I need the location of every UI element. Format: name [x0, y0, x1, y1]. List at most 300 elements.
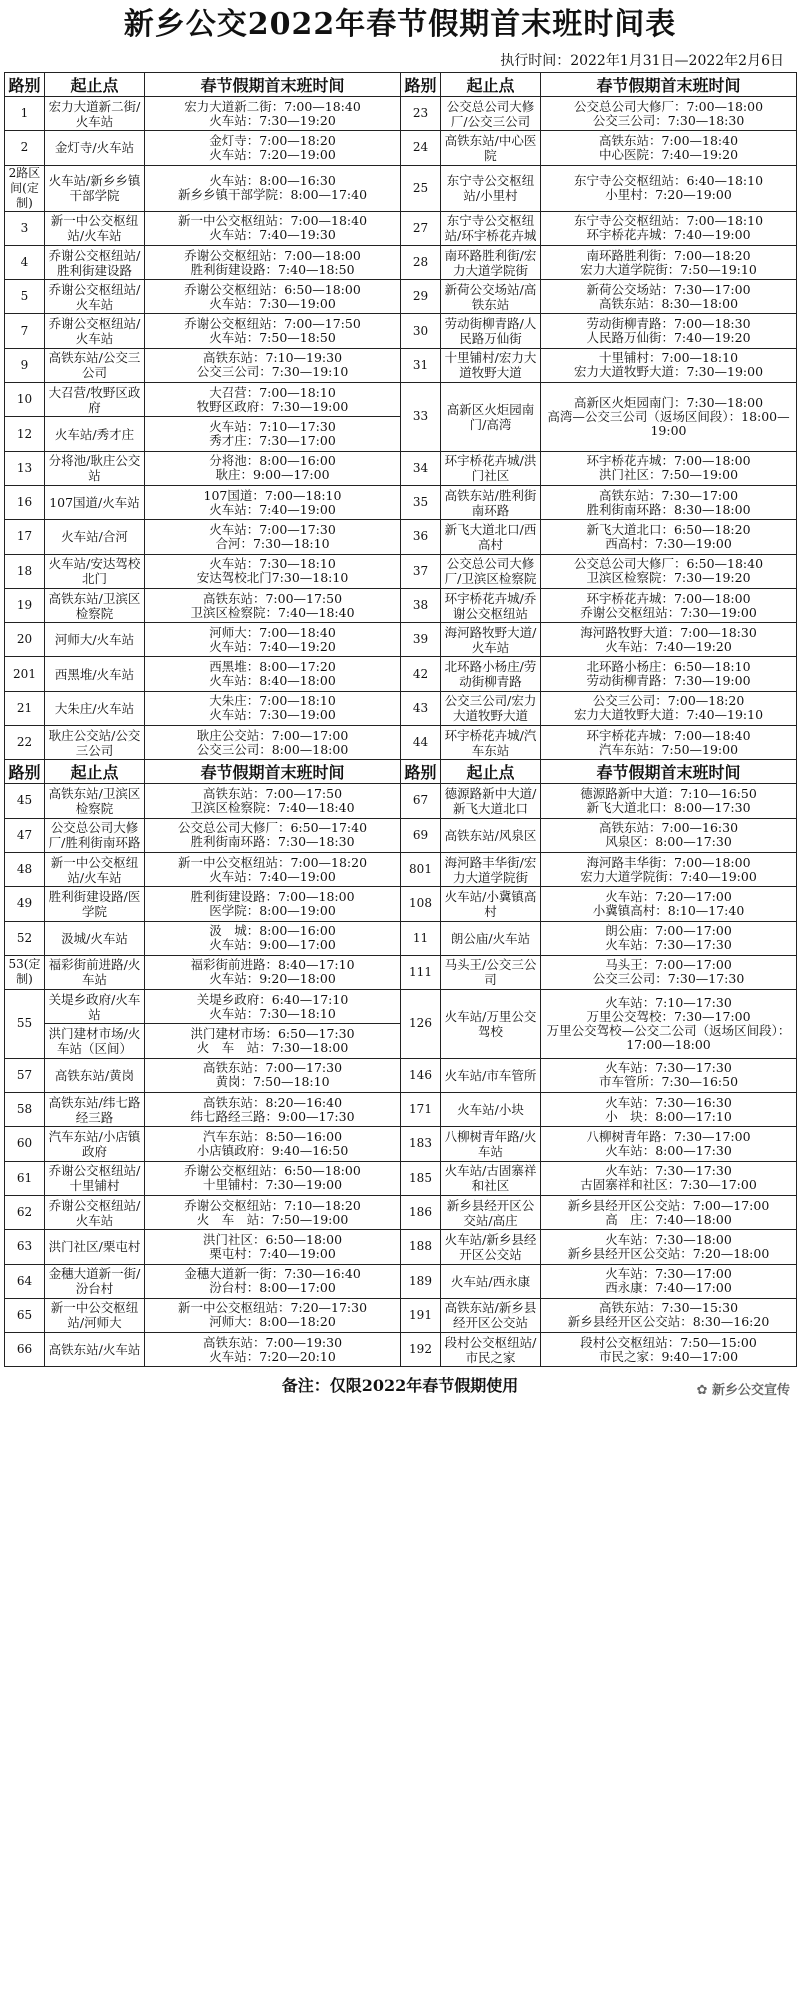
- route-times: [541, 97, 797, 131]
- route-number: 111: [401, 955, 441, 989]
- time-line: 医学院：8:00—19:00: [209, 902, 336, 918]
- route-number: 62: [5, 1195, 45, 1229]
- time-line: 胜利街南环路：8:30—18:00: [586, 501, 751, 517]
- time-line: 卫滨区检察院：7:30—19:20: [586, 570, 751, 586]
- table-row: [5, 1333, 797, 1367]
- table-row: [5, 657, 797, 691]
- route-times: [145, 1127, 401, 1161]
- time-line: 汲 城：8:00—16:00: [209, 923, 336, 939]
- route-stops: 德源路新中大道/新飞大道北口: [441, 784, 541, 818]
- route-times: [541, 921, 797, 955]
- time-line: 乔谢公交枢纽站：6:50—18:00: [184, 281, 361, 297]
- time-line: 小里村：7:20—19:00: [605, 187, 732, 203]
- header-row: [5, 760, 797, 784]
- route-stops: 火车站/市车管所: [441, 1058, 541, 1092]
- route-stops: 新飞大道北口/西高村: [441, 520, 541, 554]
- time-line: 火车站：7:40—19:00: [209, 868, 336, 884]
- route-times: [541, 1264, 797, 1298]
- route-number: 146: [401, 1058, 441, 1092]
- route-stops: 高铁东站/纬七路经三路: [45, 1093, 145, 1127]
- route-number: 20: [5, 623, 45, 657]
- route-number: 61: [5, 1161, 45, 1195]
- route-stops: 西黑堆/火车站: [45, 657, 145, 691]
- route-times: [541, 131, 797, 165]
- time-line: 洪门社区：6:50—18:00: [202, 1231, 343, 1247]
- time-line: 火车站：7:40—19:30: [209, 227, 336, 243]
- table-row: [5, 921, 797, 955]
- execution-period: 执行时间：2022年1月31日—2022年2月6日: [500, 53, 784, 69]
- time-line: 火车站：9:00—17:00: [209, 937, 336, 953]
- time-line: 高湾—公交三公司（返场区间段）：18:00—19:00: [547, 408, 790, 438]
- route-times: [145, 726, 401, 760]
- route-number: 192: [401, 1333, 441, 1367]
- route-times: [541, 554, 797, 588]
- route-number: 171: [401, 1093, 441, 1127]
- route-stops: 分将池/耿庄公交站: [45, 451, 145, 485]
- header-route: 路别: [5, 73, 45, 97]
- time-line: 卫滨区检察院：7:40—18:40: [190, 604, 355, 620]
- route-stops: 乔谢公交枢纽站/火车站: [45, 280, 145, 314]
- route-stops: 耿庄公交站/公交三公司: [45, 726, 145, 760]
- time-line: 宏力大道学院街：7:50—19:10: [580, 261, 757, 277]
- route-number: 16: [5, 485, 45, 519]
- route-number: 3: [5, 211, 45, 245]
- time-line: 市车管所：7:30—16:50: [598, 1074, 739, 1090]
- time-line: 公交三公司：7:30—18:30: [592, 112, 745, 128]
- route-stops: 汽车东站/小店镇政府: [45, 1127, 145, 1161]
- route-times: [145, 691, 401, 725]
- time-line: 西高村：7:30—19:00: [605, 535, 732, 551]
- route-stops: 高铁东站/黄岗: [45, 1058, 145, 1092]
- time-line: 火车站：8:00—16:30: [209, 173, 336, 189]
- route-times: [541, 990, 797, 1059]
- route-number: 801: [401, 852, 441, 886]
- route-times: [541, 887, 797, 921]
- time-line: 火车站：7:40—19:20: [605, 638, 732, 654]
- time-line: 人民路万仙街：7:40—19:20: [586, 330, 751, 346]
- time-line: 107国道：7:00—18:10: [203, 487, 342, 503]
- table-row: [5, 1093, 797, 1127]
- header-times: 春节假期首末班时间: [541, 760, 797, 784]
- time-line: 大朱庄：7:00—18:10: [209, 693, 336, 709]
- route-times: [145, 245, 401, 279]
- table-row: [5, 990, 797, 1024]
- route-number: 17: [5, 520, 45, 554]
- route-stops: 新一中公交枢纽站/火车站: [45, 852, 145, 886]
- time-line: 火车站：7:30—16:30: [605, 1094, 732, 1110]
- route-number: 38: [401, 588, 441, 622]
- route-times: [145, 657, 401, 691]
- time-line: 胜利街建设路：7:40—18:50: [190, 261, 355, 277]
- route-number: 7: [5, 314, 45, 348]
- route-times: [541, 520, 797, 554]
- route-times: [145, 1264, 401, 1298]
- time-line: 新一中公交枢纽站：7:20—17:30: [177, 1300, 368, 1316]
- route-number: 39: [401, 623, 441, 657]
- route-number: 24: [401, 131, 441, 165]
- route-number: 48: [5, 852, 45, 886]
- route-number: 31: [401, 348, 441, 382]
- route-stops: 朗公庙/火车站: [441, 921, 541, 955]
- header-times: 春节假期首末班时间: [541, 73, 797, 97]
- table-row: [5, 245, 797, 279]
- time-line: 环宇桥花卉城：7:00—18:40: [586, 727, 751, 743]
- route-times: [541, 485, 797, 519]
- time-line: 火车站：7:50—18:50: [209, 330, 336, 346]
- route-times: [145, 1058, 401, 1092]
- route-number: 191: [401, 1298, 441, 1332]
- route-times: [541, 280, 797, 314]
- route-number: 186: [401, 1195, 441, 1229]
- route-times: [541, 383, 797, 452]
- table-row: [5, 1195, 797, 1229]
- route-number: 1: [5, 97, 45, 131]
- route-times: [541, 1058, 797, 1092]
- route-stops: 乔谢公交枢纽站/十里铺村: [45, 1161, 145, 1195]
- route-times: [145, 211, 401, 245]
- route-stops: 高铁东站/火车站: [45, 1333, 145, 1367]
- time-line: 公交总公司大修厂：6:50—18:40: [573, 556, 764, 572]
- time-line: 宏力大道牧野大道：7:30—19:00: [573, 364, 764, 380]
- table-row: [5, 818, 797, 852]
- header-route: 路别: [401, 73, 441, 97]
- route-times: [541, 1127, 797, 1161]
- time-line: 火车站：7:10—17:30: [209, 419, 336, 435]
- route-times: [145, 1230, 401, 1264]
- route-number: 67: [401, 784, 441, 818]
- table-row: [5, 955, 797, 989]
- time-line: 高 庄：7:40—18:00: [605, 1211, 732, 1227]
- route-stops: 胜利街建设路/医学院: [45, 887, 145, 921]
- route-times: [145, 887, 401, 921]
- time-line: 纬七路经三路：9:00—17:30: [190, 1108, 355, 1124]
- route-number: 2: [5, 131, 45, 165]
- time-line: 环宇桥花卉城：7:00—18:00: [586, 590, 751, 606]
- route-number: 37: [401, 554, 441, 588]
- time-line: 新一中公交枢纽站：7:00—18:40: [177, 213, 368, 229]
- route-stops: 新一中公交枢纽站/河师大: [45, 1298, 145, 1332]
- route-stops: 高铁东站/公交三公司: [45, 348, 145, 382]
- route-times: [541, 1230, 797, 1264]
- route-number: 34: [401, 451, 441, 485]
- table-row: [5, 1298, 797, 1332]
- time-line: 乔谢公交枢纽站：7:00—17:50: [184, 316, 361, 332]
- route-times: [541, 165, 797, 211]
- route-stops: 火车站/合河: [45, 520, 145, 554]
- time-line: 万里公交驾校：7:30—17:00: [586, 1008, 751, 1024]
- time-line: 宏力大道新二街：7:00—18:40: [184, 98, 361, 114]
- route-stops: 火车站/古固寨祥和社区: [441, 1161, 541, 1195]
- time-line: 朗公庙：7:00—17:00: [605, 923, 732, 939]
- route-number: 185: [401, 1161, 441, 1195]
- footer-note: [0, 1367, 800, 1405]
- time-line: 高铁东站：7:00—17:50: [202, 590, 343, 606]
- time-line: 火车站：7:20—20:10: [209, 1348, 336, 1364]
- route-times: [541, 348, 797, 382]
- table-row: [5, 348, 797, 382]
- time-line: 火车站：7:30—18:10: [209, 556, 336, 572]
- page-title: 新乡公交2022年春节假期首末班时间表: [123, 7, 677, 42]
- table-row: [5, 726, 797, 760]
- route-times: [541, 245, 797, 279]
- time-line: 风泉区：8:00—17:30: [605, 834, 732, 850]
- time-line: 高铁东站：7:30—15:30: [598, 1300, 739, 1316]
- route-number: 58: [5, 1093, 45, 1127]
- route-times: [145, 348, 401, 382]
- time-line: 公交三公司：8:00—18:00: [196, 741, 349, 757]
- route-stops: 海河路丰华街/宏力大道学院街: [441, 852, 541, 886]
- table-row: [5, 784, 797, 818]
- watermark: ✿ 新乡公交宣传: [696, 1383, 790, 1399]
- route-number: 188: [401, 1230, 441, 1264]
- route-stops: 东宁寺公交枢纽站/小里村: [441, 165, 541, 211]
- route-times: [145, 314, 401, 348]
- route-number: 201: [5, 657, 45, 691]
- route-stops: 环宇桥花卉城/汽车东站: [441, 726, 541, 760]
- route-stops: 高铁东站/胜利街南环路: [441, 485, 541, 519]
- route-stops: 北环路小杨庄/劳动街柳青路: [441, 657, 541, 691]
- route-stops: 环宇桥花卉城/乔谢公交枢纽站: [441, 588, 541, 622]
- time-line: 黄岗：7:50—18:10: [215, 1074, 330, 1090]
- route-times: [541, 211, 797, 245]
- route-number: 4: [5, 245, 45, 279]
- header-row: [5, 73, 797, 97]
- route-number: 108: [401, 887, 441, 921]
- route-times: [541, 818, 797, 852]
- time-line: 高铁东站：7:00—16:30: [598, 820, 739, 836]
- route-stops: 洪门建材市场/火车站（区间）: [45, 1024, 145, 1058]
- header-times: 春节假期首末班时间: [145, 73, 401, 97]
- time-line: 火车站：7:20—17:00: [605, 888, 732, 904]
- route-times: [145, 485, 401, 519]
- route-number: 66: [5, 1333, 45, 1367]
- time-line: 火车站：7:30—18:10: [209, 1005, 336, 1021]
- route-stops: 火车站/新乡县经开区公交站: [441, 1230, 541, 1264]
- route-times: [541, 852, 797, 886]
- route-number: 69: [401, 818, 441, 852]
- time-line: 卫滨区检察院：7:40—18:40: [190, 799, 355, 815]
- route-stops: 107国道/火车站: [45, 485, 145, 519]
- route-times: [541, 314, 797, 348]
- time-line: 海河路牧野大道：7:00—18:30: [580, 624, 757, 640]
- route-number: 43: [401, 691, 441, 725]
- time-line: 汽车东站：8:50—16:00: [202, 1128, 343, 1144]
- route-times: [541, 1093, 797, 1127]
- time-line: 新乡县经开区公交站：7:20—18:00: [567, 1245, 770, 1261]
- time-line: 分将池：8:00—16:00: [209, 453, 336, 469]
- route-stops: 马头王/公交三公司: [441, 955, 541, 989]
- route-stops: 乔谢公交枢纽站/胜利街建设路: [45, 245, 145, 279]
- route-stops: 河师大/火车站: [45, 623, 145, 657]
- table-row: [5, 1264, 797, 1298]
- route-stops: 火车站/万里公交驾校: [441, 990, 541, 1059]
- route-stops: 火车站/小冀镇高村: [441, 887, 541, 921]
- time-line: 汾台村：8:00—17:00: [209, 1280, 336, 1296]
- time-line: 乔谢公交枢纽站：6:50—18:00: [184, 1163, 361, 1179]
- route-times: [145, 921, 401, 955]
- time-line: 胜利街南环路：7:30—18:30: [190, 834, 355, 850]
- route-times: [145, 1298, 401, 1332]
- time-line: 小冀镇高村：8:10—17:40: [592, 902, 745, 918]
- header-route: 路别: [401, 760, 441, 784]
- route-times: [145, 1024, 401, 1058]
- route-stops: 大召营/牧野区政府: [45, 383, 145, 417]
- route-stops: 乔谢公交枢纽站/火车站: [45, 314, 145, 348]
- time-line: 劳动街柳青路：7:00—18:30: [586, 316, 751, 332]
- table-row: [5, 691, 797, 725]
- route-number: 60: [5, 1127, 45, 1161]
- route-stops: 金灯寺/火车站: [45, 131, 145, 165]
- time-line: 乔谢公交枢纽站：7:10—18:20: [184, 1197, 361, 1213]
- time-line: 高铁东站：8:30—18:00: [598, 295, 739, 311]
- time-line: 高铁东站：7:00—17:30: [202, 1060, 343, 1076]
- time-line: 关堤乡政府：6:40—17:10: [196, 991, 349, 1007]
- route-stops: 火车站/安达驾校北门: [45, 554, 145, 588]
- time-line: 牧野区政府：7:30—19:00: [196, 398, 349, 414]
- table-row: [5, 887, 797, 921]
- time-line: 高铁东站：8:20—16:40: [202, 1094, 343, 1110]
- table-row: [5, 520, 797, 554]
- route-number: 33: [401, 383, 441, 452]
- table-row: [5, 280, 797, 314]
- route-times: [541, 691, 797, 725]
- time-line: 火车站：7:30—17:30: [605, 937, 732, 953]
- table-row: [5, 1161, 797, 1195]
- route-times: [145, 383, 401, 417]
- route-times: [145, 417, 401, 451]
- time-line: 高铁东站：7:00—18:40: [598, 132, 739, 148]
- route-stops: 宏力大道新二街/火车站: [45, 97, 145, 131]
- time-line: 火车站：7:30—19:00: [209, 295, 336, 311]
- route-stops: 福彩街前进路/火车站: [45, 955, 145, 989]
- time-line: 古固寨祥和社区：7:30—17:00: [580, 1177, 757, 1193]
- route-number: 55: [5, 990, 45, 1059]
- time-line: 秀才庄：7:30—17:00: [209, 433, 336, 449]
- route-times: [145, 955, 401, 989]
- time-line: 火车站：7:40—19:20: [209, 638, 336, 654]
- route-number: 53(定制): [5, 955, 45, 989]
- route-number: 64: [5, 1264, 45, 1298]
- time-line: 火车站：7:30—19:20: [209, 112, 336, 128]
- route-stops: 高铁东站/风泉区: [441, 818, 541, 852]
- table-row: [5, 383, 797, 417]
- table-row: [5, 554, 797, 588]
- route-stops: 十里铺村/宏力大道牧野大道: [441, 348, 541, 382]
- time-line: 十里铺村：7:00—18:10: [598, 350, 739, 366]
- time-line: 新飞大道北口：6:50—18:20: [586, 521, 751, 537]
- time-line: 宏力大道学院街：7:40—19:00: [580, 868, 757, 884]
- time-line: 环宇桥花卉城：7:00—18:00: [586, 453, 751, 469]
- time-line: 公交三公司：7:30—19:10: [196, 364, 349, 380]
- time-line: 河师大：7:00—18:40: [209, 624, 336, 640]
- route-number: 18: [5, 554, 45, 588]
- header-stops: 起止点: [45, 73, 145, 97]
- time-line: 市民之家：9:40—17:00: [598, 1348, 739, 1364]
- route-stops: 火车站/秀才庄: [45, 417, 145, 451]
- route-stops: 高铁东站/中心医院: [441, 131, 541, 165]
- time-line: 安达驾校北门7:30—18:10: [196, 570, 349, 586]
- table-row: [5, 485, 797, 519]
- route-times: [541, 623, 797, 657]
- time-line: 新一中公交枢纽站：7:00—18:20: [177, 854, 368, 870]
- route-times: [541, 451, 797, 485]
- route-number: 29: [401, 280, 441, 314]
- route-times: [145, 1195, 401, 1229]
- route-number: 36: [401, 520, 441, 554]
- route-stops: 火车站/西永康: [441, 1264, 541, 1298]
- time-line: 火车站：7:30—17:00: [605, 1266, 732, 1282]
- route-times: [145, 623, 401, 657]
- time-line: 东宁寺公交枢纽站：7:00—18:10: [573, 213, 764, 229]
- route-times: [145, 588, 401, 622]
- header-stops: 起止点: [45, 760, 145, 784]
- route-times: [145, 280, 401, 314]
- time-line: 火 车 站：7:30—18:00: [196, 1040, 349, 1056]
- time-line: 北环路小杨庄：6:50—18:10: [586, 659, 751, 675]
- time-line: 火车站：7:20—19:00: [209, 146, 336, 162]
- time-line: 火车站：7:30—17:30: [605, 1163, 732, 1179]
- route-stops: 南环路胜利街/宏力大道学院街: [441, 245, 541, 279]
- route-stops: 大朱庄/火车站: [45, 691, 145, 725]
- route-stops: 环宇桥花卉城/洪门社区: [441, 451, 541, 485]
- route-number: 27: [401, 211, 441, 245]
- route-stops: 火车站/小块: [441, 1093, 541, 1127]
- table-row: [5, 1127, 797, 1161]
- table-row: [5, 97, 797, 131]
- time-line: 西黑堆：8:00—17:20: [209, 659, 336, 675]
- time-line: 中心医院：7:40—19:20: [598, 146, 739, 162]
- header-route: 路别: [5, 760, 45, 784]
- table-row: [5, 165, 797, 211]
- route-times: [145, 784, 401, 818]
- time-line: 新乡县经开区公交站：7:00—17:00: [567, 1197, 770, 1213]
- route-number: 63: [5, 1230, 45, 1264]
- time-line: 乔谢公交枢纽站：7:30—19:00: [580, 604, 757, 620]
- route-times: [145, 165, 401, 211]
- table-row: [5, 451, 797, 485]
- time-line: 胜利街建设路：7:00—18:00: [190, 888, 355, 904]
- route-number: 45: [5, 784, 45, 818]
- route-times: [541, 588, 797, 622]
- route-times: [541, 1298, 797, 1332]
- route-stops: 关堤乡政府/火车站: [45, 990, 145, 1024]
- time-line: 高铁东站：7:00—17:50: [202, 785, 343, 801]
- table-row: [5, 1058, 797, 1092]
- route-times: [145, 990, 401, 1024]
- route-times: [145, 131, 401, 165]
- route-times: [145, 1161, 401, 1195]
- time-line: 大召营：7:00—18:10: [209, 384, 336, 400]
- route-times: [145, 97, 401, 131]
- time-line: 公交总公司大修厂：7:00—18:00: [573, 98, 764, 114]
- time-line: 南环路胜利街：7:00—18:20: [586, 247, 751, 263]
- table-row: [5, 1230, 797, 1264]
- time-line: 段村公交枢纽站：7:50—15:00: [580, 1334, 757, 1350]
- route-times: [541, 784, 797, 818]
- time-line: 高铁东站：7:00—19:30: [202, 1334, 343, 1350]
- route-stops: 高铁东站/卫滨区检察院: [45, 784, 145, 818]
- time-line: 环宇桥花卉城：7:40—19:00: [586, 227, 751, 243]
- time-line: 高铁东站：7:10—19:30: [202, 350, 343, 366]
- time-line: 洪门建材市场：6:50—17:30: [190, 1026, 355, 1042]
- route-stops: 乔谢公交枢纽站/火车站: [45, 1195, 145, 1229]
- route-number: 5: [5, 280, 45, 314]
- route-stops: 东宁寺公交枢纽站/环宇桥花卉城: [441, 211, 541, 245]
- time-line: 西永康：7:40—17:00: [605, 1280, 732, 1296]
- time-line: 公交三公司：7:30—17:30: [592, 971, 745, 987]
- time-line: 万里公交驾校—公交二公司（返场区间段）：17:00—18:00: [546, 1022, 791, 1052]
- time-line: 火车站：8:00—17:30: [605, 1142, 732, 1158]
